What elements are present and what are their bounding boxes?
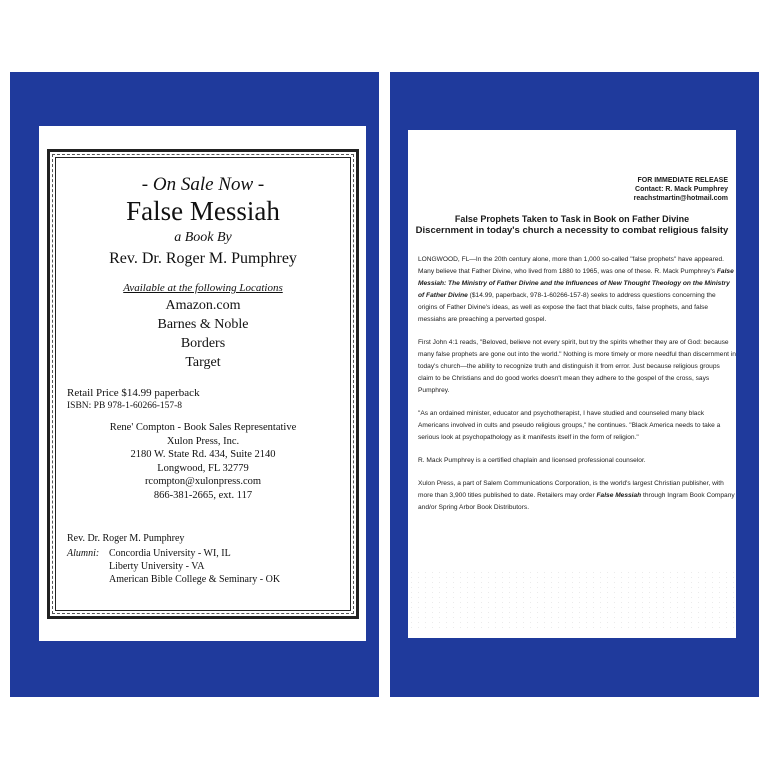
author-name: Rev. Dr. Roger M. Pumphrey	[109, 250, 297, 267]
book-full-title: False Messiah: The Ministry of Father Divine and the Influences of New Thought Theology on the Ministry of Father Divine	[418, 268, 734, 299]
release-email: reachstmartin@hotmail.com	[633, 195, 728, 202]
release-body	[418, 254, 736, 525]
flyer-border	[47, 149, 359, 619]
alumni-author: Rev. Dr. Roger M. Pumphrey	[67, 533, 185, 544]
byline: a Book By	[174, 230, 232, 245]
store-item: Barnes & Noble	[157, 317, 249, 332]
availability-label: Available at the following Locations	[123, 282, 283, 294]
contact-line: Rene' Compton - Book Sales Representative	[109, 422, 297, 433]
press-release-page	[408, 130, 736, 638]
alumni-item: Liberty University - VA	[109, 561, 205, 572]
release-paragraph: Xulon Press, a part of Salem Communications Corporation, is the world's largest Christian publisher, with more than 3,900 titles published to date. Retailers may order False Messiah through Ingram Book Company and/or Spring Arbor Book Distributors.	[418, 480, 735, 511]
release-paragraph: LONGWOOD, FL—In the 20th century alone, more than 1,000 so-called "false prophets" have appeared. Many believe that Father Divine, who lived from 1880 to 1965, was one of these. R. Mack Pumphrey's False Messiah: The Ministry of Father Divine and the Influences of New Thought Theology on the Ministry of Father Divine ($14.99, paperback, 978-1-60266-157-8) seeks to address questions concerning the origins of Father Divine's ideas, as well as expose the fact that black cults, false prophets, and false messiahs are preaching a perverted gospel.	[418, 256, 734, 323]
store-item: Amazon.com	[165, 298, 241, 313]
flyer-content	[56, 158, 350, 610]
release-paragraph: R. Mack Pumphrey is a certified chaplain and licensed professional counselor.	[418, 457, 646, 464]
book-title: False Messiah	[126, 196, 280, 226]
book-title-ref: False Messiah	[596, 492, 642, 499]
isbn: ISBN: PB 978-1-60266-157-8	[67, 401, 183, 411]
sale-flyer-page	[39, 126, 366, 641]
right-blue-panel	[390, 72, 759, 697]
contact-line: Xulon Press, Inc.	[166, 435, 240, 447]
release-paragraph: "As an ordained minister, educator and psychotherapist, I have studied and counseled many black Americans involved in cults and pseudo religious groups," he continues. "Black America needs to take a serious look at psychopathology as it manifests itself in the form of religion."	[418, 410, 721, 441]
on-sale-heading: - On Sale Now -	[141, 174, 265, 195]
contact-phone: 866-381-2665, ext. 117	[153, 489, 253, 501]
press-release	[408, 130, 736, 638]
release-contact: Contact: R. Mack Pumphrey	[635, 186, 728, 193]
contact-email: rcompton@xulonpress.com	[144, 476, 262, 488]
contact-line: 2180 W. State Rd. 434, Suite 2140	[130, 449, 276, 461]
release-headline: False Prophets Taken to Task in Book on Father Divine	[454, 214, 690, 224]
release-header	[634, 176, 728, 203]
sales-contact	[56, 421, 350, 503]
store-item: Borders	[180, 336, 226, 351]
alumni-label: Alumni:	[67, 548, 100, 559]
store-item: Target	[185, 355, 221, 370]
store-list	[56, 296, 350, 372]
alumni-item: Concordia University - WI, IL	[109, 548, 231, 559]
contact-line: Longwood, FL 32779	[157, 462, 249, 474]
release-paragraph: First John 4:1 reads, "Beloved, believe not every spirit, but try the spirits whether they are of God: because many false prophets are gone out into the world." Nothing is more timely or more needful than discernment in today's church—the ability to recognize truth and distinguish it from error. Just because religious groups claim to be Christians and do good works doesn't mean they adhere to the gospel of the cross, says Pumphrey.	[418, 339, 736, 394]
alumni-block	[67, 547, 280, 586]
left-blue-panel	[10, 72, 379, 697]
release-subheadline: Discernment in today's church a necessity to combat religious falsity	[415, 225, 729, 236]
scan-noise	[408, 570, 736, 630]
release-label: FOR IMMEDIATE RELEASE	[637, 177, 728, 184]
alumni-item: American Bible College & Seminary - OK	[109, 574, 281, 585]
retail-price: Retail Price $14.99 paperback	[67, 387, 200, 399]
flyer-border-inner	[55, 157, 351, 611]
release-headline-block	[408, 214, 736, 236]
